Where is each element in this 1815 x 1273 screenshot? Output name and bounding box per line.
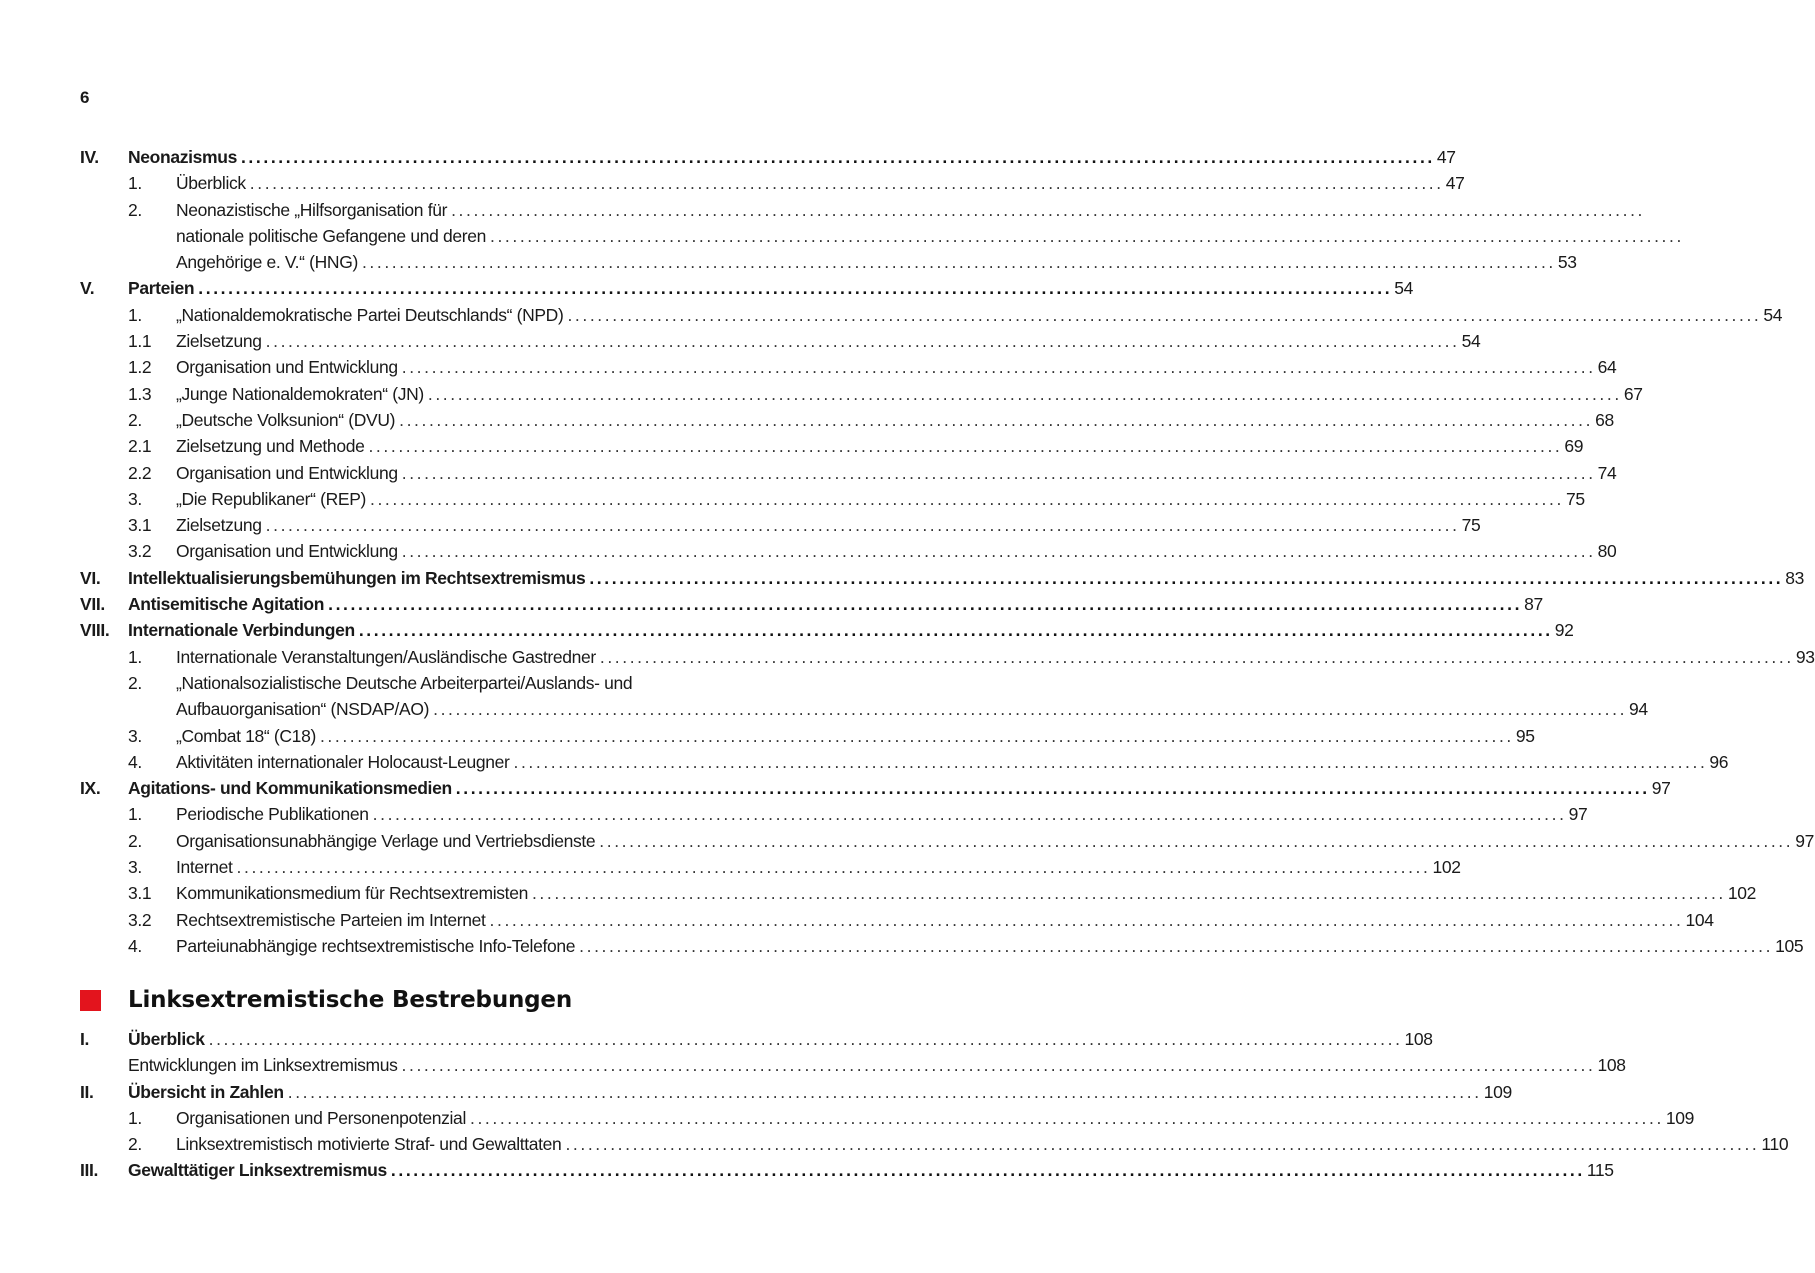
toc-page-number: 115 [1586, 1160, 1614, 1181]
toc-page-number: 69 [1564, 436, 1584, 457]
toc-entry [80, 538, 1617, 564]
toc-entry-number: 3.2 [128, 909, 152, 930]
toc-entry-title: Zielsetzung [176, 515, 262, 536]
toc-entry-title: Zielsetzung und Methode [176, 436, 365, 457]
toc-entry-title: Agitations- und Kommunikationsmedien [128, 778, 452, 799]
dot-leader: ................................................................................................................................................................ [265, 331, 1460, 352]
toc-entry [80, 223, 1684, 249]
toc-page-number: 104 [1685, 909, 1714, 930]
toc-entry [80, 696, 1648, 722]
dot-leader: ................................................................................................................................................................ [401, 357, 1596, 378]
toc-page-number: 68 [1595, 409, 1614, 430]
toc-entry [80, 1157, 1614, 1183]
toc-page-number: 102 [1432, 857, 1461, 878]
toc-entry [80, 407, 1614, 433]
toc-entry-title: Angehörige e. V.“ (HNG) [176, 252, 358, 273]
dot-leader: ................................................................................................................................................................ [328, 594, 1523, 615]
dot-leader: ................................................................................................................................................................ [390, 1160, 1585, 1181]
page-number: 6 [80, 88, 90, 107]
toc-page-number: 96 [1709, 751, 1729, 772]
toc-entry-number: 1.2 [128, 357, 152, 378]
toc-entry-title: Übersicht in Zahlen [128, 1081, 284, 1102]
toc-entry-number: 1. [128, 646, 142, 667]
toc-entry-title: Organisationsunabhängige Verlage und Vertriebsdienste [176, 830, 596, 851]
dot-leader: ................................................................................................................................................................ [401, 541, 1596, 562]
toc-entry [80, 1079, 1512, 1105]
section-heading [80, 984, 572, 1016]
dot-leader: ................................................................................................................................................................ [368, 436, 1563, 457]
toc-roman-numeral: III. [80, 1160, 99, 1181]
dot-leader: ................................................................................................................................................................ [433, 699, 1628, 720]
toc-entry [80, 933, 1804, 959]
dot-leader: ................................................................................................................................................................ [427, 383, 1622, 404]
toc-page-number: 83 [1785, 567, 1805, 588]
toc-entry [80, 197, 1646, 223]
table-of-contents-part-1 [80, 144, 1815, 959]
toc-entry-title: Aktivitäten internationaler Holocaust-Leugner [176, 751, 510, 772]
dot-leader: ................................................................................................................................................................ [489, 909, 1684, 930]
toc-page-number: 92 [1554, 620, 1574, 641]
toc-page-number: 109 [1665, 1107, 1695, 1128]
toc-entry-title: Periodische Publikationen [176, 804, 369, 825]
toc-entry [80, 486, 1585, 512]
toc-page-number: 105 [1775, 935, 1804, 956]
toc-entry-number: 1. [128, 173, 142, 194]
toc-entry [80, 775, 1671, 801]
toc-entry-title: Aufbauorganisation“ (NSDAP/AO) [176, 699, 430, 720]
dot-leader: ................................................................................................................................................................ [599, 646, 1794, 667]
toc-entry [80, 1052, 1626, 1078]
dot-leader: ................................................................................................................................................................ [599, 830, 1794, 851]
toc-entry-number: 3. [128, 725, 142, 746]
toc-entry [80, 644, 1815, 670]
toc-entry-title: Überblick [128, 1029, 205, 1049]
toc-entry-number: 1. [128, 804, 142, 825]
toc-page-number: 47 [1445, 173, 1465, 194]
dot-leader: ................................................................................................................................................................ [490, 225, 1684, 246]
toc-entry-number: 2.1 [128, 436, 152, 457]
toc-entry-number: 2.2 [128, 462, 152, 483]
toc-entry [80, 512, 1481, 538]
toc-entry-title: „Nationaldemokratische Partei Deutschlands“ (NPD) [176, 304, 564, 325]
toc-entry [80, 433, 1584, 459]
toc-entry [80, 591, 1543, 617]
toc-entry-title: „Die Republikaner“ (REP) [176, 488, 366, 509]
toc-roman-numeral: V. [80, 278, 95, 299]
toc-page-number: 80 [1597, 541, 1617, 562]
toc-roman-numeral: I. [80, 1029, 90, 1049]
toc-page-number: 93 [1795, 646, 1815, 667]
toc-entry [80, 880, 1757, 906]
toc-page-number: 95 [1515, 725, 1535, 746]
toc-page-number: 67 [1623, 383, 1643, 404]
toc-entry-number: 2. [128, 409, 142, 430]
toc-entry-title: Organisationen und Personenpotenzial [176, 1107, 466, 1128]
toc-entry-title: „Deutsche Volksunion“ (DVU) [176, 409, 396, 430]
toc-entry [80, 801, 1588, 827]
toc-entry-title: „Combat 18“ (C18) [176, 725, 316, 746]
toc-entry-title: Internationale Veranstaltungen/Ausländische Gastredner [176, 646, 596, 667]
toc-entry-title: Kommunikationsmedium für Rechtsextremisten [176, 883, 528, 904]
toc-entry [80, 249, 1577, 275]
toc-entry-number: 2. [128, 672, 142, 693]
dot-leader: ................................................................................................................................................................ [358, 620, 1553, 641]
toc-entry [80, 617, 1574, 643]
toc-entry [80, 1026, 1433, 1052]
toc-page-number: 108 [1404, 1029, 1433, 1049]
toc-roman-numeral: IX. [80, 778, 101, 799]
toc-page-number: 53 [1557, 252, 1577, 273]
dot-leader: ................................................................................................................................................................ [249, 173, 1444, 194]
dot-leader: ................................................................................................................................................................ [361, 252, 1556, 273]
toc-roman-numeral: IV. [80, 147, 99, 167]
toc-entry [80, 354, 1617, 380]
dot-leader: ................................................................................................................................................................ [567, 304, 1762, 325]
toc-entry-title: Linksextremistisch motivierte Straf- und Gewalttaten [176, 1134, 562, 1155]
toc-entry-title: „Junge Nationaldemokraten“ (JN) [176, 383, 424, 404]
toc-roman-numeral: VI. [80, 567, 101, 588]
toc-entry [80, 854, 1461, 880]
dot-leader: ................................................................................................................................................................ [401, 462, 1596, 483]
toc-entry-title: Organisation und Entwicklung [176, 541, 398, 562]
toc-entry [80, 749, 1729, 775]
toc-entry [80, 144, 1456, 170]
toc-page-number: 109 [1483, 1081, 1512, 1102]
toc-entry-number: 3. [128, 857, 142, 878]
toc-entry-number: 4. [128, 935, 142, 956]
toc-entry-title: Zielsetzung [176, 331, 262, 352]
dot-leader: ................................................................................................................................................................ [372, 804, 1567, 825]
dot-leader: ................................................................................................................................................................ [319, 725, 1514, 746]
toc-entry-title: Rechtsextremistische Parteien im Internet [176, 909, 486, 930]
dot-leader: ................................................................................................................................................................ [370, 488, 1564, 509]
toc-page-number: 108 [1597, 1055, 1626, 1076]
toc-entry-title: Neonazismus [128, 147, 237, 167]
dot-leader: ................................................................................................................................................................ [265, 515, 1460, 536]
toc-entry [80, 670, 818, 696]
dot-leader: ................................................................................................................................................................ [469, 1107, 1664, 1128]
dot-leader: ................................................................................................................................................................ [208, 1029, 1403, 1049]
toc-entry-number: 1.3 [128, 383, 152, 404]
toc-page-number: 64 [1597, 357, 1617, 378]
toc-page-number: 54 [1461, 331, 1481, 352]
toc-entry-title: Neonazistische „Hilfsorganisation für [176, 199, 448, 220]
dot-leader: ................................................................................................................................................................ [513, 751, 1708, 772]
toc-entry-number: 3.2 [128, 541, 152, 562]
toc-entry-title: „Nationalsozialistische Deutsche Arbeiterpartei/Auslands- und [176, 672, 633, 693]
dot-leader: ................................................................................................................................................................ [455, 778, 1650, 799]
toc-roman-numeral: II. [80, 1081, 94, 1102]
toc-roman-numeral: VII. [80, 594, 105, 615]
dot-leader: ................................................................................................................................................................ [399, 409, 1594, 430]
toc-entry-title: Parteien [128, 278, 195, 299]
toc-entry-title: Organisation und Entwicklung [176, 462, 398, 483]
toc-entry-number: 3.1 [128, 515, 152, 536]
toc-entry [80, 328, 1481, 354]
toc-entry-title: Überblick [176, 173, 246, 194]
toc-entry [80, 275, 1413, 301]
dot-leader: ................................................................................................................................................................ [198, 278, 1393, 299]
toc-entry-title: Parteiunabhängige rechtsextremistische Info-Telefone [176, 935, 576, 956]
toc-entry [80, 170, 1465, 196]
toc-entry [80, 302, 1783, 328]
toc-page-number: 54 [1394, 278, 1413, 299]
dot-leader: ................................................................................................................................................................ [451, 199, 1646, 220]
toc-page-number: 75 [1461, 515, 1481, 536]
dot-leader: ................................................................................................................................................................ [401, 1055, 1596, 1076]
toc-entry [80, 723, 1535, 749]
toc-entry-title: Internet [176, 857, 233, 878]
toc-entry-number: 2. [128, 1134, 142, 1155]
toc-entry [80, 381, 1643, 407]
toc-entry-title: Gewalttätiger Linksextremismus [128, 1160, 387, 1181]
toc-page-number: 110 [1761, 1134, 1789, 1155]
dot-leader: ................................................................................................................................................................ [531, 883, 1726, 904]
toc-entry-number: 1. [128, 1107, 142, 1128]
toc-entry-number: 2. [128, 830, 142, 851]
toc-page-number: 87 [1524, 594, 1543, 615]
toc-page-number: 75 [1565, 488, 1585, 509]
toc-entry [80, 907, 1714, 933]
toc-entry [80, 460, 1617, 486]
toc-roman-numeral: VIII. [80, 620, 110, 641]
toc-entry-title: Internationale Verbindungen [128, 620, 355, 641]
toc-entry [80, 565, 1805, 591]
dot-leader: ................................................................................................................................................................ [236, 857, 1431, 878]
toc-page-number: 97 [1568, 804, 1588, 825]
toc-page-number: 94 [1629, 699, 1648, 720]
toc-entry-number: 1.1 [128, 331, 152, 352]
toc-entry [80, 1105, 1695, 1131]
red-square-icon [80, 990, 101, 1011]
toc-page-number: 54 [1763, 304, 1783, 325]
toc-entry-number: 3. [128, 488, 142, 509]
toc-entry [80, 828, 1814, 854]
toc-page-number: 97 [1795, 830, 1814, 851]
toc-page-number: 74 [1597, 462, 1617, 483]
dot-leader: ................................................................................................................................................................ [589, 567, 1784, 588]
toc-page-number: 47 [1436, 147, 1456, 167]
toc-page-number: 102 [1727, 883, 1757, 904]
toc-entry-number: 3.1 [128, 883, 152, 904]
toc-entry-number: 2. [128, 199, 142, 220]
dot-leader: ................................................................................................................................................................ [287, 1081, 1482, 1102]
toc-entry-title: nationale politische Gefangene und deren [176, 225, 486, 246]
table-of-contents-part-2 [80, 1026, 1789, 1184]
dot-leader: ................................................................................................................................................................ [565, 1134, 1760, 1155]
toc-page-number: 97 [1651, 778, 1671, 799]
toc-entry-title: Entwicklungen im Linksextremismus [128, 1055, 398, 1076]
section-title: Linksextremistische Bestrebungen [128, 987, 572, 1013]
toc-entry [80, 1131, 1789, 1157]
dot-leader: ................................................................................................................................................................ [579, 935, 1774, 956]
toc-entry-title: Organisation und Entwicklung [176, 357, 398, 378]
toc-entry-title: Antisemitische Agitation [128, 594, 325, 615]
dot-leader: ................................................................................................................................................................ [240, 147, 1435, 167]
toc-entry-number: 4. [128, 751, 142, 772]
toc-entry-number: 1. [128, 304, 142, 325]
toc-entry-title: Intellektualisierungsbemühungen im Rechtsextremismus [128, 567, 586, 588]
